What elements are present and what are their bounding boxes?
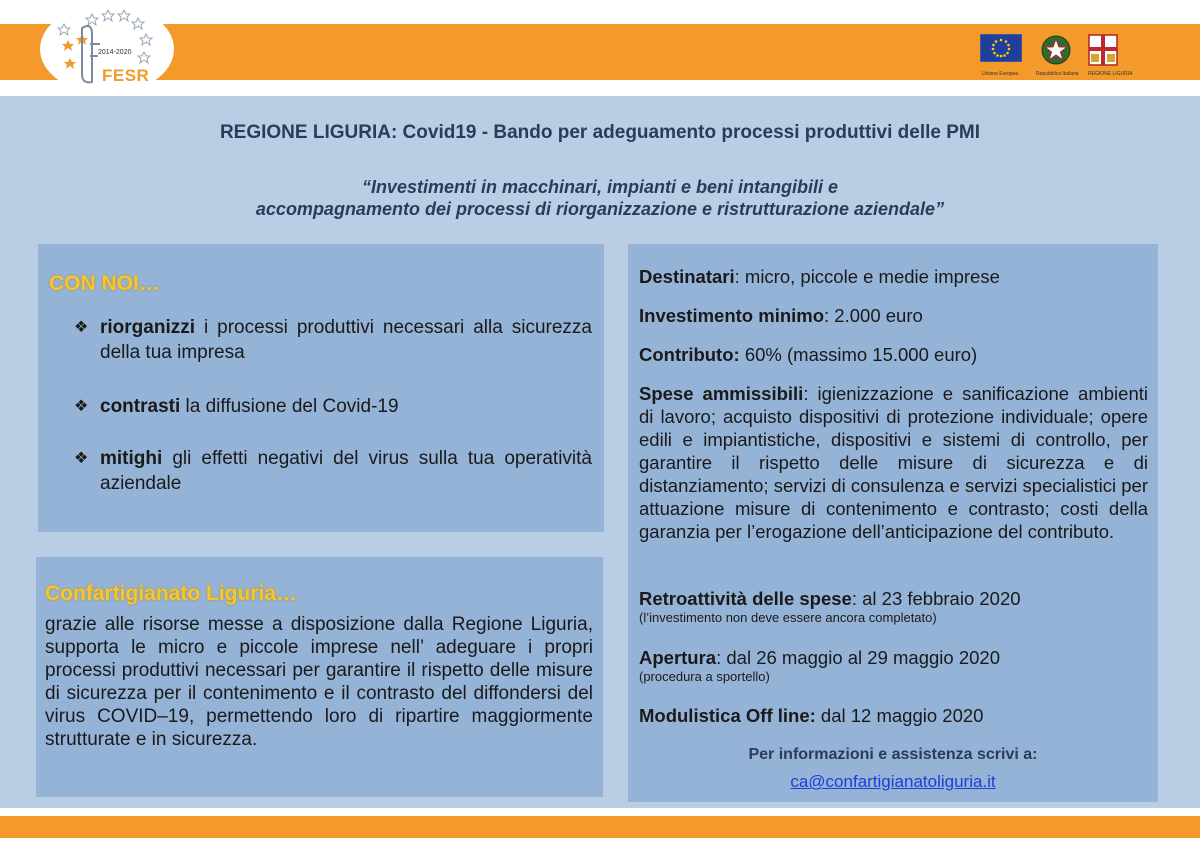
eu-caption: Unione Europea [982, 71, 1019, 77]
retroattivita-row [639, 587, 1148, 626]
regione-liguria-crest-icon [1088, 34, 1118, 68]
item-3-text: gli effetti negativi del virus sulla tua operatività aziendale [100, 448, 592, 494]
page-title: REGIONE LIGURIA: Covid19 - Bando per adeguamento processi produttivi delle PMI [219, 122, 981, 143]
contributo-row [639, 343, 1148, 366]
destinatari-row [639, 265, 1148, 288]
italian-republic-emblem-icon [1040, 34, 1072, 68]
subtitle-line-1: “Investimenti in macchinari, impianti e beni intangibili e [361, 177, 839, 197]
item-1-bold: riorganizzi [100, 317, 196, 338]
diamond-bullet-icon: ❖ [74, 398, 89, 415]
investimento-row [639, 304, 1148, 327]
confartigianato-heading: Confartigianato Liguria… [45, 582, 297, 605]
apertura-label: Apertura [639, 647, 717, 668]
subtitle-line-2: accompagnamento dei processi di riorganizzazione e ristrutturazione aziendale” [255, 199, 945, 219]
modulistica-label: Modulistica Off line: [639, 705, 816, 726]
con-noi-item-3 [74, 446, 592, 496]
modulistica-value: dal 12 maggio 2020 [815, 705, 984, 726]
contributo-value: 60% (massimo 15.000 euro) [739, 344, 978, 365]
modulistica-row [639, 704, 1148, 727]
info-text: Per informazioni e assistenza scrivi a: [748, 746, 1038, 763]
spese-label: Spese ammissibili [639, 383, 804, 404]
destinatari-value: : micro, piccole e medie imprese [734, 266, 1000, 287]
contact-email-link[interactable]: ca@confartigianatoliguria.it [790, 772, 996, 791]
investimento-value: : 2.000 euro [824, 305, 923, 326]
page-subtitle [0, 176, 1200, 220]
destinatari-label: Destinatari [639, 266, 735, 287]
eu-flag-icon [980, 34, 1022, 62]
item-2-bold: contrasti [100, 396, 181, 417]
apertura-value: : dal 26 maggio al 29 maggio 2020 [716, 647, 1000, 668]
con-noi-panel [38, 244, 604, 532]
con-noi-heading: CON NOI… [49, 272, 160, 295]
diamond-bullet-icon: ❖ [74, 450, 89, 467]
footer-bottom-strip [0, 838, 1200, 848]
contributo-label: Contributo: [639, 344, 740, 365]
liguria-caption: REGIONE LIGURIA [1088, 71, 1133, 77]
logo-years: 2014-2020 [98, 49, 132, 56]
details-panel [628, 244, 1158, 802]
item-3-bold: mitighi [100, 448, 163, 469]
spese-value: : igienizzazione e sanificazione ambienti di lavoro; acquisto dispositivi di protezione individuale; opere edili e impiantistiche, dispositivi e sistemi di controllo, per garantire il rispetto delle misure di sicurezza e di distanziamento; servizi di consulenza e servizi specialistici per attuazione misure di contenimento e contrasto; costi della garanzia per l’erogazione dell’anticipazione del contributo. [639, 383, 1148, 542]
item-2-text: la diffusione del Covid-19 [180, 396, 399, 417]
investimento-label: Investimento minimo [639, 305, 825, 326]
apertura-note: (procedura a sportello) [639, 669, 770, 684]
logo-text: FESR [102, 66, 150, 85]
footer-white-strip [0, 808, 1200, 816]
retro-note: (l’investimento non deve essere ancora completato) [639, 610, 937, 625]
diamond-bullet-icon: ❖ [74, 319, 89, 336]
con-noi-item-2 [74, 394, 592, 419]
footer-orange-band [0, 816, 1200, 838]
confartigianato-panel [36, 557, 603, 797]
spese-row [639, 382, 1148, 543]
republic-caption: Repubblica Italiana [1036, 71, 1079, 77]
confartigianato-body: grazie alle risorse messe a disposizione dalla Regione Liguria, supporta le micro e piccole imprese nell’ adeguare i propri processi produttivi necessari per garantire il rispetto delle misure di sicurezza per il contenimento e il contrasto del diffondersi del virus COVID–19, permettendo loro di ripartire maggiormente strutturate e in sicurezza. [45, 614, 593, 750]
retro-value: : al 23 febbraio 2020 [851, 588, 1021, 609]
con-noi-item-1 [74, 315, 592, 365]
item-1-text: i processi produttivi necessari alla sicurezza della tua impresa [100, 317, 592, 363]
apertura-row [639, 646, 1148, 685]
retro-label: Retroattività delle spese [639, 588, 852, 609]
